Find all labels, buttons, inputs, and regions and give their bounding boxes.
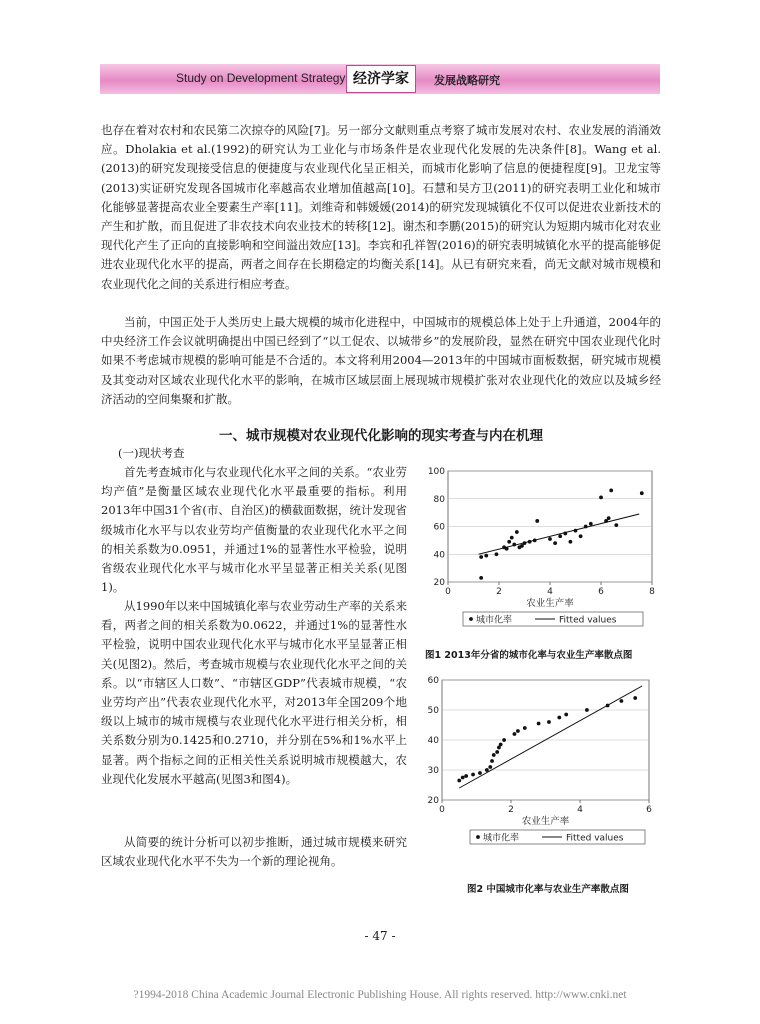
data-point xyxy=(535,519,539,523)
figure-1-scatter xyxy=(420,462,670,637)
x-axis-label: 农业生产率 xyxy=(526,598,574,609)
data-point xyxy=(599,495,603,499)
x-axis-label: 农业生产率 xyxy=(521,816,570,827)
figure-2-caption: 图2 中国城市化率与农业生产率散点图 xyxy=(467,884,629,895)
x-tick-label: 6 xyxy=(646,805,652,815)
data-point xyxy=(569,540,573,544)
copyright-notice: ?1994-2018 China Academic Journal Electronic Publishing House. All rights reserved. http://www.cnki.net xyxy=(133,989,627,1001)
data-point xyxy=(547,720,551,724)
column-paragraph-1: 首先考查城市化与农业现代化水平之间的关系。“农业劳均产值”是衡量区域农业现代化水平最重要的指标。利用2013年中国31个省(市、自治区)的横截面数据，统计发现省级城市化水平与以农业劳均产值衡量的农业现代化水平之间的相关系数为0.0951，并通过1%的显著性水平检验，说明省级农业现代化水平与城市化水平呈显著正相关关系(见图1)。 xyxy=(101,465,407,595)
data-point xyxy=(464,774,468,778)
x-tick-label: 0 xyxy=(445,587,451,597)
subsection-title: (一)现状考查 xyxy=(118,446,185,460)
data-point xyxy=(512,543,516,547)
y-tick-label: 50 xyxy=(427,706,439,716)
data-point xyxy=(505,547,509,551)
legend-series-label: 城市化率 xyxy=(483,833,520,844)
data-point xyxy=(620,699,624,703)
data-point xyxy=(499,743,503,747)
x-tick-label: 0 xyxy=(439,805,445,815)
x-tick-label: 2 xyxy=(508,805,514,815)
data-point xyxy=(609,489,613,493)
data-point xyxy=(479,576,483,580)
data-point xyxy=(589,522,593,526)
data-point xyxy=(495,750,499,754)
data-point xyxy=(553,541,557,545)
column-paragraph-2: 从1990年以来中国城镇化率与农业劳动生产率的关系来看，两者之间的相关系数为0.0622，并通过1%的显著性水平检验，说明中国农业现代化水平与城市化水平呈显著正相关(见图2)。然后，考查城市规模与农业现代化水平之间的关系。以“市辖区人口数”、“市辖区GDP”代表城市规模，“农业劳均产出”代表农业现代化水平，对2013年全国209个地级以上城市的城市规模与农业现代化水平进行相关分析，相关系数分别为0.1425和0.2710，并分别在5%和1%水平上显著。两个指标之间的正相关性关系说明城市规模越大，农业现代化发展水平越高(见图3和图4)。 xyxy=(101,599,407,786)
data-point xyxy=(633,696,637,700)
data-point xyxy=(579,534,583,538)
y-tick-label: 60 xyxy=(427,676,439,686)
data-point xyxy=(523,541,527,545)
data-point xyxy=(502,738,506,742)
data-point xyxy=(607,516,611,520)
data-point xyxy=(640,491,644,495)
data-point xyxy=(558,534,562,538)
body-paragraph-2: 当前，中国正处于人类历史上最大规模的城市化进程中，中国城市的规模总体上处于上升通道，2004年的中央经济工作会议就明确提出中国已经到了“以工促农、以城带乡”的发展阶段，显然在研究中国农业现代化时如果不考虑城市规模的影响可能是不合适的。本文将利用2004—2013年的中国城市面板数据，研究城市规模及其变动对区域农业现代化水平的影响，在城市区域层面上展现城市规模扩张对农业现代化的效应以及城乡经济活动的空间集聚和扩散。 xyxy=(101,315,661,406)
data-point xyxy=(471,773,475,777)
figure-1-caption: 图1 2013年分省的城市化率与农业生产率散点图 xyxy=(425,650,633,661)
legend-marker xyxy=(469,617,473,621)
data-point xyxy=(528,540,532,544)
data-point xyxy=(490,759,494,763)
body-paragraph-1: 也存在着对农村和农民第二次掠夺的风险[7]。另一部分文献则重点考察了城市发展对农村、农业发展的消涌效应。Dholakia et al.(1992)的研究认为工业化与市场条件是农业现代化发展的先决条件[8]。Wang et al.(2013)的研究发现接受信息的便捷度与农业现代化呈正相关，而城市化影响了信息的便捷程度[9]。卫龙宝等(2013)实证研究发现各国城市化率越高农业增加值越高[10]。石慧和吴方卫(2011)的研究表明工业化和城市化能够显著提高农业全要素生产率[11]。刘维奇和韩媛媛(2014)的研究发现城镇化不仅可以促进农业新技术的产生和扩散，而且促进了非农技术向农业技术的转移[12]。谢杰和李鹏(2015)的研究认为短期内城市化对农业现代化产生了正向的直接影响和空间溢出效应[13]。李宾和孔祥智(2016)的研究表明城镇化水平的提高能够促进农业现代化水平的提高，两者之间存在长期稳定的均衡关系[14]。从已有研究来看，尚无文献对城市规模和农业现代化之间的关系进行相应考查。 xyxy=(101,123,661,291)
data-point xyxy=(557,716,561,720)
y-tick-label: 100 xyxy=(427,467,445,477)
journal-chinese-title: 经济学家 xyxy=(346,65,416,93)
legend-series-label: 城市化率 xyxy=(476,615,513,626)
y-tick-label: 60 xyxy=(433,522,445,533)
data-point xyxy=(495,552,499,556)
y-tick-label: 20 xyxy=(427,796,439,806)
section-title: 一、城市规模对农业现代化影响的现实考查与内在机理 xyxy=(219,428,543,444)
data-point xyxy=(564,713,568,717)
data-point xyxy=(533,538,537,542)
legend-marker xyxy=(476,835,480,839)
data-point xyxy=(548,537,552,541)
x-tick-label: 8 xyxy=(649,587,655,597)
legend-fit-label: Fitted values xyxy=(559,615,617,626)
data-point xyxy=(488,765,492,769)
data-point xyxy=(479,555,483,559)
x-tick-label: 4 xyxy=(577,805,583,815)
data-point xyxy=(461,776,465,780)
data-point xyxy=(584,525,588,529)
data-point xyxy=(457,779,461,783)
data-point xyxy=(478,771,482,775)
data-point xyxy=(513,732,517,736)
y-tick-label: 40 xyxy=(427,736,439,746)
y-tick-label: 80 xyxy=(433,494,445,505)
legend-fit-label: Fitted values xyxy=(566,833,624,844)
column-paragraph-3: 从简要的统计分析可以初步推断，通过城市规模来研究区域农业现代化水平不失为一个新的理论视角。 xyxy=(101,835,407,869)
data-point xyxy=(574,529,578,533)
y-tick-label: 20 xyxy=(433,578,445,588)
data-point xyxy=(563,532,567,536)
x-tick-label: 4 xyxy=(547,587,553,597)
figure-2-scatter xyxy=(420,672,670,862)
section-label: 发展战略研究 xyxy=(434,74,500,87)
page-number: - 47 - xyxy=(364,929,396,943)
data-point xyxy=(523,726,527,730)
fitted-line xyxy=(459,686,642,788)
y-tick-label: 40 xyxy=(433,550,445,561)
data-point xyxy=(614,523,618,527)
y-tick-label: 30 xyxy=(427,766,439,776)
data-point xyxy=(485,768,489,772)
data-point xyxy=(516,729,520,733)
data-point xyxy=(606,704,610,708)
data-point xyxy=(510,536,514,540)
data-point xyxy=(507,540,511,544)
data-point xyxy=(537,722,541,726)
x-tick-label: 6 xyxy=(598,587,604,597)
data-point xyxy=(492,753,496,757)
x-tick-label: 2 xyxy=(496,587,502,597)
data-point xyxy=(484,554,488,558)
data-point xyxy=(585,708,589,712)
journal-english-title: Study on Development Strategy xyxy=(176,71,346,85)
data-point xyxy=(515,530,519,534)
